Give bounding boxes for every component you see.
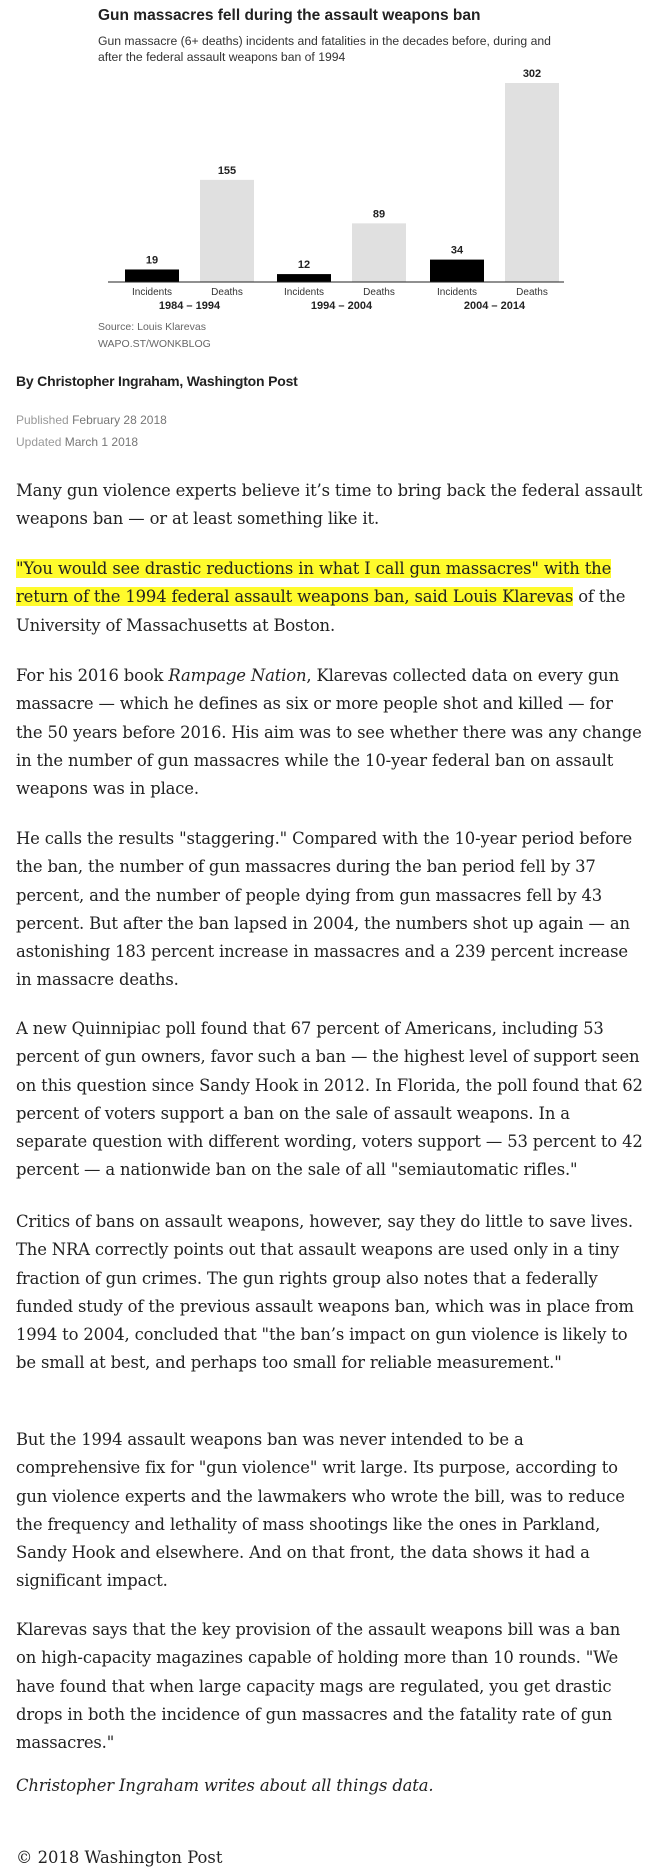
paragraph-6: Critics of bans on assault weapons, however, say they do little to save lives. The NRA correctly points out that assault weapons are used only in a tiny fraction of gun crimes. The gun rights group also notes that a federally funded study of the previous assault weapons ban, which was in place from 1994 to 2004, concluded that "the ban’s impact on gun violence is likely to be small at best, and perhaps too small for reliable measurement." <box>16 1212 634 1373</box>
bar-chart <box>0 0 653 330</box>
paragraph-8: Klarevas says that the key provision of the assault weapons bill was a ban on high-capacity magazines capable of holding more than 10 rounds. "We have found that when large capacity mags are regulated, you get drastic drops in both the incidence of gun massacres and the fatality rate of gun massacres." <box>16 1620 621 1753</box>
chart-title: Gun massacres fell during the assault weapons ban <box>98 7 481 24</box>
series-label: Deaths <box>363 287 395 298</box>
paragraph-3 <box>16 662 644 803</box>
bar-deaths-1 <box>200 180 254 282</box>
bar-deaths-3 <box>505 83 559 282</box>
paragraph-2-rest: of the University of Massachusetts at Boston. <box>16 587 626 635</box>
chart-subtitle: Gun massacre (6+ deaths) incidents and fatalities in the decades before, during and after the federal assault weapons ban of 1994 <box>98 34 551 64</box>
series-label: Incidents <box>436 287 478 298</box>
bar-incidents-3 <box>430 260 484 282</box>
series-label: Deaths <box>516 287 548 298</box>
published-date: February 28 2018 <box>72 413 167 427</box>
series-label: Incidents <box>131 287 173 298</box>
bar-incidents-2 <box>277 274 331 282</box>
chart-figure <box>0 0 653 360</box>
chart-credit: WAPO.ST/WONKBLOG <box>98 338 211 350</box>
book-title: Rampage Nation <box>168 666 307 685</box>
bar-value-label: 19 <box>145 254 159 267</box>
updated-date: March 1 2018 <box>64 435 139 449</box>
series-label: Deaths <box>211 287 243 298</box>
paragraph-7: But the 1994 assault weapons ban was never intended to be a comprehensive fix for "gun violence" writ large. Its purpose, according to gun violence experts and the lawmakers who wrote the bill, was to reduce the frequency and lethality of mass shootings like the ones in Parkland, Sandy Hook and elsewhere. And on that front, the data shows it had a significant impact. <box>16 1430 625 1591</box>
bar-deaths-2 <box>352 223 406 282</box>
author-signoff: Christopher Ingraham writes about all things data. <box>16 1776 434 1795</box>
bar-value-label: 89 <box>372 208 386 221</box>
series-label: Incidents <box>283 287 325 298</box>
paragraph-4: He calls the results "staggering." Compared with the 10-year period before the ban, the number of gun massacres during the ban period fell by 37 percent, and the number of people dying from gun massacres fell by 43 percent. But after the ban lapsed in 2004, the numbers shot up again — an astonishing 183 percent increase in massacres and a 239 percent increase in massacre deaths. <box>16 829 633 990</box>
bar-value-label: 302 <box>522 68 542 80</box>
group-label: 2004 – 2014 <box>463 300 526 312</box>
bar-incidents-1 <box>125 269 179 282</box>
group-label: 1984 – 1994 <box>158 300 221 312</box>
updated-label: Updated <box>16 435 62 449</box>
group-label: 1994 – 2004 <box>310 300 373 312</box>
chart-source: Source: Louis Klarevas <box>98 321 206 333</box>
published-line <box>16 413 167 427</box>
copyright: © 2018 Washington Post <box>16 1848 223 1867</box>
paragraph-3-start: For his 2016 book <box>16 666 169 685</box>
paragraph-1: Many gun violence experts believe it’s time to bring back the federal assault weapons ban — or at least something like it. <box>16 481 643 529</box>
updated-line <box>16 435 138 449</box>
bar-value-label: 155 <box>217 164 237 177</box>
highlighted-quote: "You would see drastic reductions in what I call gun massacres" with the return of the 1994 federal assault weapons ban, said Louis Klarevas <box>16 559 612 607</box>
published-label: Published <box>16 413 69 427</box>
bar-value-label: 34 <box>450 244 464 257</box>
bar-value-label: 12 <box>297 259 311 272</box>
paragraph-3-end: , Klarevas collected data on every gun massacre — which he defines as six or more people shot and killed — for the 50 years before 2016. His aim was to see whether there was any change in the number of gun massacres while the 10-year federal ban on assault weapons was in place. <box>16 666 642 799</box>
byline: By Christopher Ingraham, Washington Post <box>16 373 298 389</box>
paragraph-2 <box>16 555 644 640</box>
paragraph-5: A new Quinnipiac poll found that 67 percent of Americans, including 53 percent of gun owners, favor such a ban — the highest level of support seen on this question since Sandy Hook in 2012. In Florida, the poll found that 62 percent of voters support a ban on the sale of assault weapons. In a separate question with different wording, voters support — 53 percent to 42 percent — a nationwide ban on the sale of all "semiautomatic rifles." <box>16 1019 643 1180</box>
